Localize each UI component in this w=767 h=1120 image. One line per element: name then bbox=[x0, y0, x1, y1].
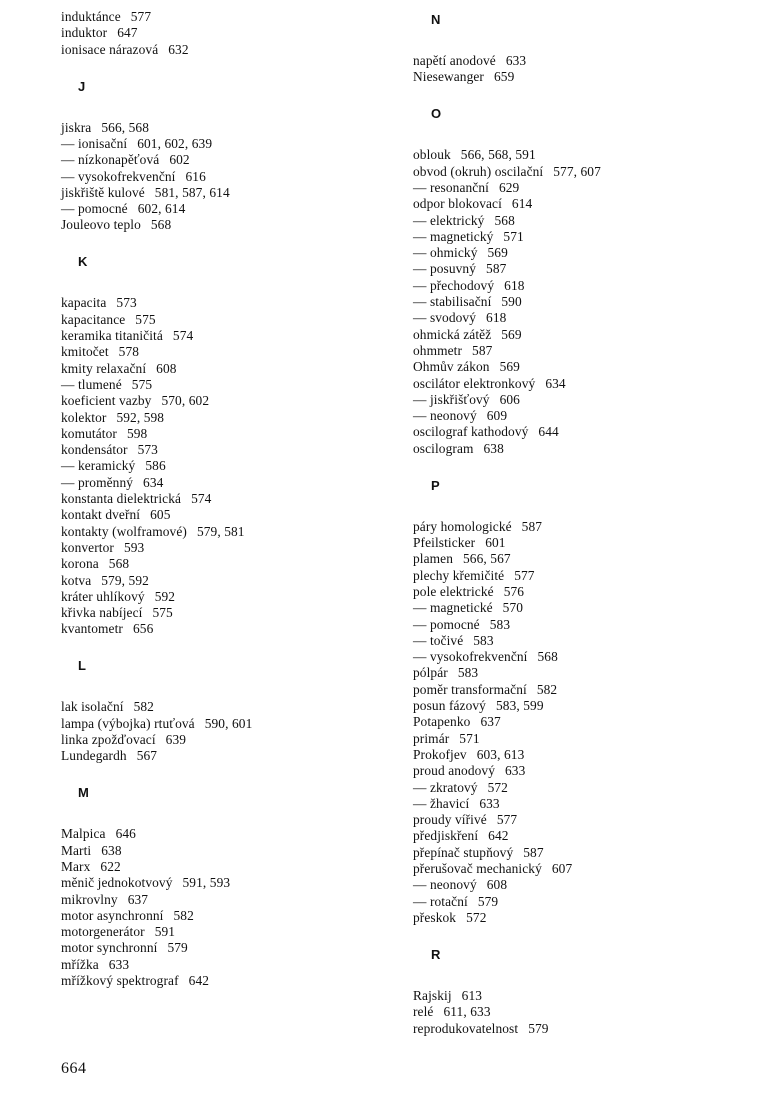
page-reference: 638 bbox=[483, 440, 504, 456]
page-reference: 583 bbox=[473, 632, 494, 648]
index-entry bbox=[61, 589, 175, 605]
index-term: Malpica bbox=[61, 826, 106, 842]
index-entry bbox=[413, 812, 517, 828]
index-entry bbox=[413, 196, 532, 212]
index-term: — zkratový bbox=[413, 779, 478, 795]
index-term: — rotační bbox=[413, 893, 468, 909]
index-entry bbox=[413, 229, 524, 245]
page-reference: 618 bbox=[486, 310, 507, 326]
index-entry bbox=[413, 213, 515, 229]
index-term: oscilogram bbox=[413, 440, 474, 456]
index-entry bbox=[413, 294, 522, 310]
page-reference: 570, 602 bbox=[161, 393, 210, 409]
page-reference: 611, 633 bbox=[443, 1004, 491, 1020]
index-term: ohmická zátěž bbox=[413, 326, 492, 342]
section-letter-n: N bbox=[431, 12, 441, 27]
index-term: — tlumené bbox=[61, 376, 122, 392]
page-reference: 634 bbox=[545, 375, 566, 391]
page-reference: 613 bbox=[461, 987, 483, 1003]
page-reference: 582 bbox=[133, 699, 154, 715]
index-entry bbox=[413, 698, 544, 714]
index-entry bbox=[61, 699, 154, 715]
index-entry bbox=[413, 441, 504, 457]
index-term: plamen bbox=[413, 551, 454, 567]
index-entry bbox=[61, 312, 156, 328]
index-term: — magnetický bbox=[413, 228, 494, 244]
page-reference: 591 bbox=[154, 924, 176, 940]
index-term: — ionisační bbox=[61, 135, 128, 151]
index-entry bbox=[61, 185, 230, 201]
index-entry bbox=[61, 217, 171, 233]
page-reference: 579 bbox=[528, 1020, 549, 1036]
section-letter-j: J bbox=[78, 78, 86, 94]
page-reference: 566, 567 bbox=[463, 551, 511, 567]
index-term: přerušovač mechanický bbox=[413, 861, 542, 876]
page-reference: 573 bbox=[116, 295, 137, 311]
section-letter-r: R bbox=[431, 946, 441, 962]
index-entry bbox=[413, 568, 535, 584]
index-entry bbox=[61, 25, 138, 41]
page-reference: 642 bbox=[188, 973, 210, 988]
index-entry bbox=[61, 507, 171, 523]
index-entry bbox=[413, 535, 506, 551]
index-entry bbox=[413, 633, 494, 649]
index-term: motor asynchronní bbox=[61, 907, 164, 923]
index-entry bbox=[413, 665, 478, 681]
page-reference: 572 bbox=[487, 779, 508, 795]
page-reference: 579 bbox=[167, 940, 188, 956]
index-term: konvertor bbox=[61, 539, 114, 555]
index-term: Lundegardh bbox=[61, 748, 127, 764]
page-reference: 590 bbox=[501, 294, 522, 309]
index-term: reprodukovatelnost bbox=[413, 1020, 519, 1036]
index-term: Marti bbox=[61, 842, 92, 858]
index-entry bbox=[61, 491, 211, 507]
index-entry bbox=[413, 649, 558, 665]
index-term: kráter uhlíkový bbox=[61, 588, 145, 604]
page-reference: 579, 581 bbox=[196, 523, 245, 539]
index-entry bbox=[413, 861, 572, 877]
index-entry bbox=[413, 910, 487, 926]
index-term: mikrovlny bbox=[61, 891, 118, 907]
index-entry bbox=[413, 147, 536, 163]
page-reference: 618 bbox=[504, 277, 525, 293]
page-reference: 568 bbox=[150, 217, 172, 233]
index-term: koeficient vazby bbox=[61, 393, 152, 409]
index-entry bbox=[413, 519, 542, 535]
section-letter-o: O bbox=[431, 106, 442, 122]
index-entry bbox=[61, 458, 166, 474]
index-entry bbox=[61, 957, 129, 973]
index-entry bbox=[61, 940, 188, 956]
index-term: — neonový bbox=[413, 408, 477, 424]
page-reference: 592 bbox=[154, 588, 176, 604]
index-term: odpor blokovací bbox=[413, 196, 502, 212]
index-entry bbox=[61, 328, 193, 344]
page-reference: 609 bbox=[486, 408, 508, 424]
page-reference: 608 bbox=[486, 877, 508, 893]
index-entry bbox=[61, 201, 185, 217]
index-term: Marx bbox=[61, 858, 91, 874]
page-reference: 582 bbox=[536, 681, 558, 697]
page-reference: 583, 599 bbox=[495, 698, 544, 713]
index-term: kvantometr bbox=[61, 621, 123, 637]
index-entry bbox=[413, 617, 510, 633]
index-entry bbox=[413, 1021, 549, 1037]
index-term: Ohmův zákon bbox=[413, 359, 490, 375]
index-entry bbox=[413, 988, 482, 1004]
index-term: Niesewanger bbox=[413, 69, 484, 85]
page-reference: 566, 568 bbox=[101, 119, 150, 135]
index-term: předjiskření bbox=[413, 828, 479, 844]
page-reference: 586 bbox=[145, 458, 166, 474]
index-term: kontakty (wolframové) bbox=[61, 523, 187, 539]
page-reference: 607 bbox=[551, 861, 573, 876]
page-reference: 573 bbox=[137, 442, 158, 458]
index-term: mřížka bbox=[61, 956, 99, 972]
page-reference: 577 bbox=[496, 812, 518, 828]
page-reference: 577, 607 bbox=[553, 163, 601, 179]
index-term: proudy vířivé bbox=[413, 812, 487, 828]
index-term: — vysokofrekvenční bbox=[61, 168, 176, 184]
index-term: křivka nabíjecí bbox=[61, 605, 143, 621]
section-letter-l: L bbox=[78, 658, 86, 674]
index-entry bbox=[61, 875, 230, 891]
page-reference: 571 bbox=[503, 228, 524, 244]
index-entry bbox=[413, 845, 544, 861]
index-entry bbox=[413, 359, 520, 375]
index-term: — žhavicí bbox=[413, 795, 470, 811]
page-reference: 587 bbox=[486, 261, 507, 277]
index-entry bbox=[413, 600, 523, 616]
index-term: primár bbox=[413, 730, 450, 746]
page-reference: 593 bbox=[123, 539, 145, 555]
page-reference: 582 bbox=[173, 907, 194, 923]
index-entry bbox=[413, 682, 557, 698]
index-term: přeskok bbox=[413, 909, 457, 925]
page-reference: 579 bbox=[477, 893, 499, 909]
index-entry bbox=[413, 392, 520, 408]
index-term: — přechodový bbox=[413, 277, 495, 293]
index-entry bbox=[413, 763, 525, 779]
page-reference: 574 bbox=[191, 491, 212, 506]
page-reference: 602 bbox=[169, 152, 190, 168]
page-reference: 633 bbox=[108, 956, 130, 972]
index-term: — proměnný bbox=[61, 474, 134, 490]
page-reference: 616 bbox=[185, 168, 206, 184]
index-entry bbox=[61, 732, 186, 748]
page-reference: 601 bbox=[485, 535, 506, 550]
page-reference: 637 bbox=[127, 891, 149, 907]
index-entry bbox=[413, 164, 601, 180]
index-term: — keramický bbox=[61, 458, 136, 474]
index-entry bbox=[413, 796, 500, 812]
index-term: induktor bbox=[61, 25, 108, 41]
index-entry bbox=[61, 152, 190, 168]
page-reference: 577 bbox=[130, 9, 152, 24]
index-term: — nízkonapěťová bbox=[61, 152, 160, 168]
index-term: oscilograf kathodový bbox=[413, 424, 529, 440]
index-entry bbox=[413, 551, 511, 567]
index-term: kmity relaxační bbox=[61, 360, 147, 376]
index-entry bbox=[61, 621, 153, 637]
index-entry bbox=[413, 310, 506, 326]
index-entry bbox=[61, 924, 175, 940]
page-reference: 608 bbox=[156, 360, 177, 376]
index-entry bbox=[61, 410, 164, 426]
index-term: kmitočet bbox=[61, 344, 109, 360]
index-entry bbox=[413, 245, 508, 261]
page-reference: 587 bbox=[472, 342, 493, 358]
index-term: proud anodový bbox=[413, 763, 496, 779]
index-term: poměr transformační bbox=[413, 681, 527, 697]
index-term: páry homologické bbox=[413, 518, 512, 534]
index-term: kapacita bbox=[61, 295, 107, 311]
index-term: linka zpožďovací bbox=[61, 732, 156, 747]
index-entry bbox=[61, 605, 173, 621]
index-entry bbox=[61, 361, 177, 377]
index-entry bbox=[61, 540, 144, 556]
page-reference: 569 bbox=[499, 359, 520, 375]
index-term: kondensátor bbox=[61, 442, 128, 458]
index-term: kapacitance bbox=[61, 311, 126, 327]
page-reference: 571 bbox=[459, 730, 480, 746]
page-reference: 575 bbox=[135, 311, 156, 327]
index-term: induktánce bbox=[61, 9, 121, 24]
index-term: motor synchronní bbox=[61, 940, 158, 956]
index-term: Rajskij bbox=[413, 987, 452, 1003]
index-entry bbox=[413, 53, 526, 69]
index-entry bbox=[61, 377, 152, 393]
page-reference: 647 bbox=[117, 25, 138, 41]
index-term: — vysokofrekvenční bbox=[413, 649, 528, 665]
page-reference: 633 bbox=[479, 795, 500, 811]
index-term: Pfeilsticker bbox=[413, 535, 476, 550]
index-term: jiskřiště kulové bbox=[61, 184, 145, 200]
page-reference: 572 bbox=[466, 909, 487, 925]
index-entry bbox=[61, 42, 189, 58]
index-term: kontakt dveřní bbox=[61, 507, 141, 523]
page-reference: 577 bbox=[514, 567, 535, 583]
page-reference: 568 bbox=[108, 556, 130, 572]
page-reference: 598 bbox=[126, 425, 148, 441]
page-reference: 587 bbox=[523, 844, 544, 860]
index-term: ionisace nárazová bbox=[61, 41, 159, 57]
index-entry bbox=[413, 376, 566, 392]
index-entry bbox=[413, 327, 522, 343]
index-entry bbox=[413, 408, 507, 424]
index-term: korona bbox=[61, 556, 99, 572]
index-term: Potapenko bbox=[413, 714, 471, 730]
index-term: posun fázový bbox=[413, 698, 486, 713]
index-term: mřížkový spektrograf bbox=[61, 973, 179, 988]
page-reference: 569 bbox=[487, 245, 508, 261]
index-term: keramika titaničitá bbox=[61, 328, 163, 343]
page-reference: 634 bbox=[143, 474, 164, 490]
index-entry bbox=[61, 826, 136, 842]
index-entry bbox=[61, 393, 209, 409]
index-term: pole elektrické bbox=[413, 583, 494, 599]
index-entry bbox=[413, 69, 514, 85]
index-entry bbox=[61, 859, 121, 875]
page-reference: 629 bbox=[498, 179, 520, 195]
page-reference: 574 bbox=[172, 328, 194, 343]
page-reference: 614 bbox=[511, 196, 533, 212]
index-entry bbox=[413, 584, 524, 600]
page-reference: 568 bbox=[494, 212, 515, 228]
index-entry bbox=[413, 747, 524, 763]
index-term: lampa (výbojka) rtuťová bbox=[61, 715, 195, 731]
page-reference: 576 bbox=[503, 583, 525, 599]
index-entry bbox=[61, 748, 157, 764]
page-reference: 591, 593 bbox=[182, 875, 231, 891]
index-entry bbox=[61, 9, 151, 25]
index-entry bbox=[61, 295, 137, 311]
page-reference: 575 bbox=[152, 605, 173, 621]
page-reference: 579, 592 bbox=[101, 572, 149, 588]
index-term: pólpár bbox=[413, 665, 448, 681]
index-term: — svodový bbox=[413, 310, 477, 326]
index-entry bbox=[61, 344, 139, 360]
index-entry bbox=[413, 343, 492, 359]
page-reference: 583 bbox=[489, 616, 511, 632]
page-reference: 633 bbox=[505, 53, 527, 68]
index-term: ohmmetr bbox=[413, 342, 463, 358]
page-reference: 601, 602, 639 bbox=[137, 135, 213, 151]
index-term: napětí anodové bbox=[413, 53, 496, 68]
index-term: měnič jednokotvový bbox=[61, 875, 173, 891]
index-term: oblouk bbox=[413, 147, 451, 163]
index-term: plechy křemičité bbox=[413, 567, 505, 583]
index-entry bbox=[61, 442, 158, 458]
index-entry bbox=[61, 556, 129, 572]
index-term: — jiskřišťový bbox=[413, 391, 490, 407]
page-reference: 656 bbox=[132, 621, 154, 637]
index-term: jiskra bbox=[61, 119, 92, 135]
page-reference: 578 bbox=[118, 344, 140, 360]
page-reference: 566, 568, 591 bbox=[460, 147, 536, 163]
index-term: — neonový bbox=[413, 877, 477, 893]
page-reference: 638 bbox=[101, 842, 122, 858]
index-entry bbox=[61, 716, 252, 732]
index-entry bbox=[413, 1004, 491, 1020]
page-reference: 569 bbox=[501, 326, 522, 342]
index-term: Prokofjev bbox=[413, 746, 467, 762]
page-reference: 583 bbox=[457, 665, 479, 681]
section-letter-k: K bbox=[78, 254, 88, 270]
page-reference: 644 bbox=[538, 424, 559, 440]
index-term: — resonanční bbox=[413, 179, 489, 195]
page-reference: 587 bbox=[521, 518, 543, 534]
page-reference: 568 bbox=[537, 649, 558, 665]
index-term: přepínač stupňový bbox=[413, 844, 514, 860]
index-entry bbox=[413, 424, 559, 440]
index-entry bbox=[61, 475, 163, 491]
page-reference: 642 bbox=[488, 828, 509, 844]
page-reference: 605 bbox=[150, 507, 171, 523]
page-number: 664 bbox=[61, 1060, 87, 1077]
index-term: — pomocné bbox=[61, 201, 128, 217]
index-entry bbox=[413, 894, 498, 910]
index-term: konstanta dielektrická bbox=[61, 491, 182, 506]
page-reference: 602, 614 bbox=[137, 201, 186, 217]
index-entry bbox=[413, 731, 480, 747]
index-entry bbox=[413, 828, 509, 844]
page-reference: 575 bbox=[131, 376, 153, 392]
page-reference: 592, 598 bbox=[116, 409, 165, 425]
page-reference: 659 bbox=[494, 69, 515, 85]
index-entry bbox=[61, 973, 209, 989]
page-reference: 632 bbox=[168, 41, 189, 57]
page-reference: 646 bbox=[115, 826, 136, 842]
index-term: motorgenerátor bbox=[61, 924, 145, 940]
index-entry bbox=[413, 714, 501, 730]
page-reference: 606 bbox=[499, 391, 520, 407]
index-term: — posuvný bbox=[413, 261, 477, 277]
page-reference: 639 bbox=[165, 732, 187, 747]
index-term: lak isolační bbox=[61, 699, 124, 715]
index-entry bbox=[413, 877, 507, 893]
index-term: kotva bbox=[61, 572, 92, 588]
section-letter-p: P bbox=[431, 477, 440, 493]
index-entry bbox=[61, 892, 148, 908]
index-entry bbox=[61, 843, 122, 859]
index-term: relé bbox=[413, 1004, 434, 1020]
page-reference: 622 bbox=[100, 858, 121, 874]
index-entry bbox=[413, 261, 506, 277]
index-term: kolektor bbox=[61, 409, 107, 425]
index-term: — ohmický bbox=[413, 245, 478, 261]
page-reference: 633 bbox=[505, 763, 526, 779]
index-entry bbox=[61, 136, 212, 152]
index-term: — elektrický bbox=[413, 212, 485, 228]
index-entry bbox=[61, 169, 206, 185]
index-term: komutátor bbox=[61, 425, 117, 441]
index-entry bbox=[61, 908, 194, 924]
index-term: — pomocné bbox=[413, 616, 480, 632]
index-term: — stabilisační bbox=[413, 294, 492, 309]
index-entry bbox=[61, 524, 245, 540]
index-entry bbox=[61, 426, 147, 442]
page-reference: 570 bbox=[502, 600, 524, 616]
section-letter-m: M bbox=[78, 785, 89, 801]
index-entry bbox=[413, 180, 519, 196]
index-term: — točivé bbox=[413, 632, 464, 648]
index-entry bbox=[413, 780, 508, 796]
index-entry bbox=[413, 278, 525, 294]
index-entry bbox=[61, 120, 149, 136]
index-term: obvod (okruh) oscilační bbox=[413, 163, 544, 179]
index-term: — magnetické bbox=[413, 600, 493, 616]
index-term: Jouleovo teplo bbox=[61, 217, 141, 233]
index-entry bbox=[61, 573, 149, 589]
page-reference: 581, 587, 614 bbox=[154, 184, 230, 200]
page-reference: 590, 601 bbox=[204, 715, 253, 731]
page-reference: 637 bbox=[480, 714, 501, 730]
page-reference: 567 bbox=[136, 748, 158, 764]
index-term: oscilátor elektronkový bbox=[413, 375, 536, 391]
page-reference: 603, 613 bbox=[476, 746, 525, 762]
